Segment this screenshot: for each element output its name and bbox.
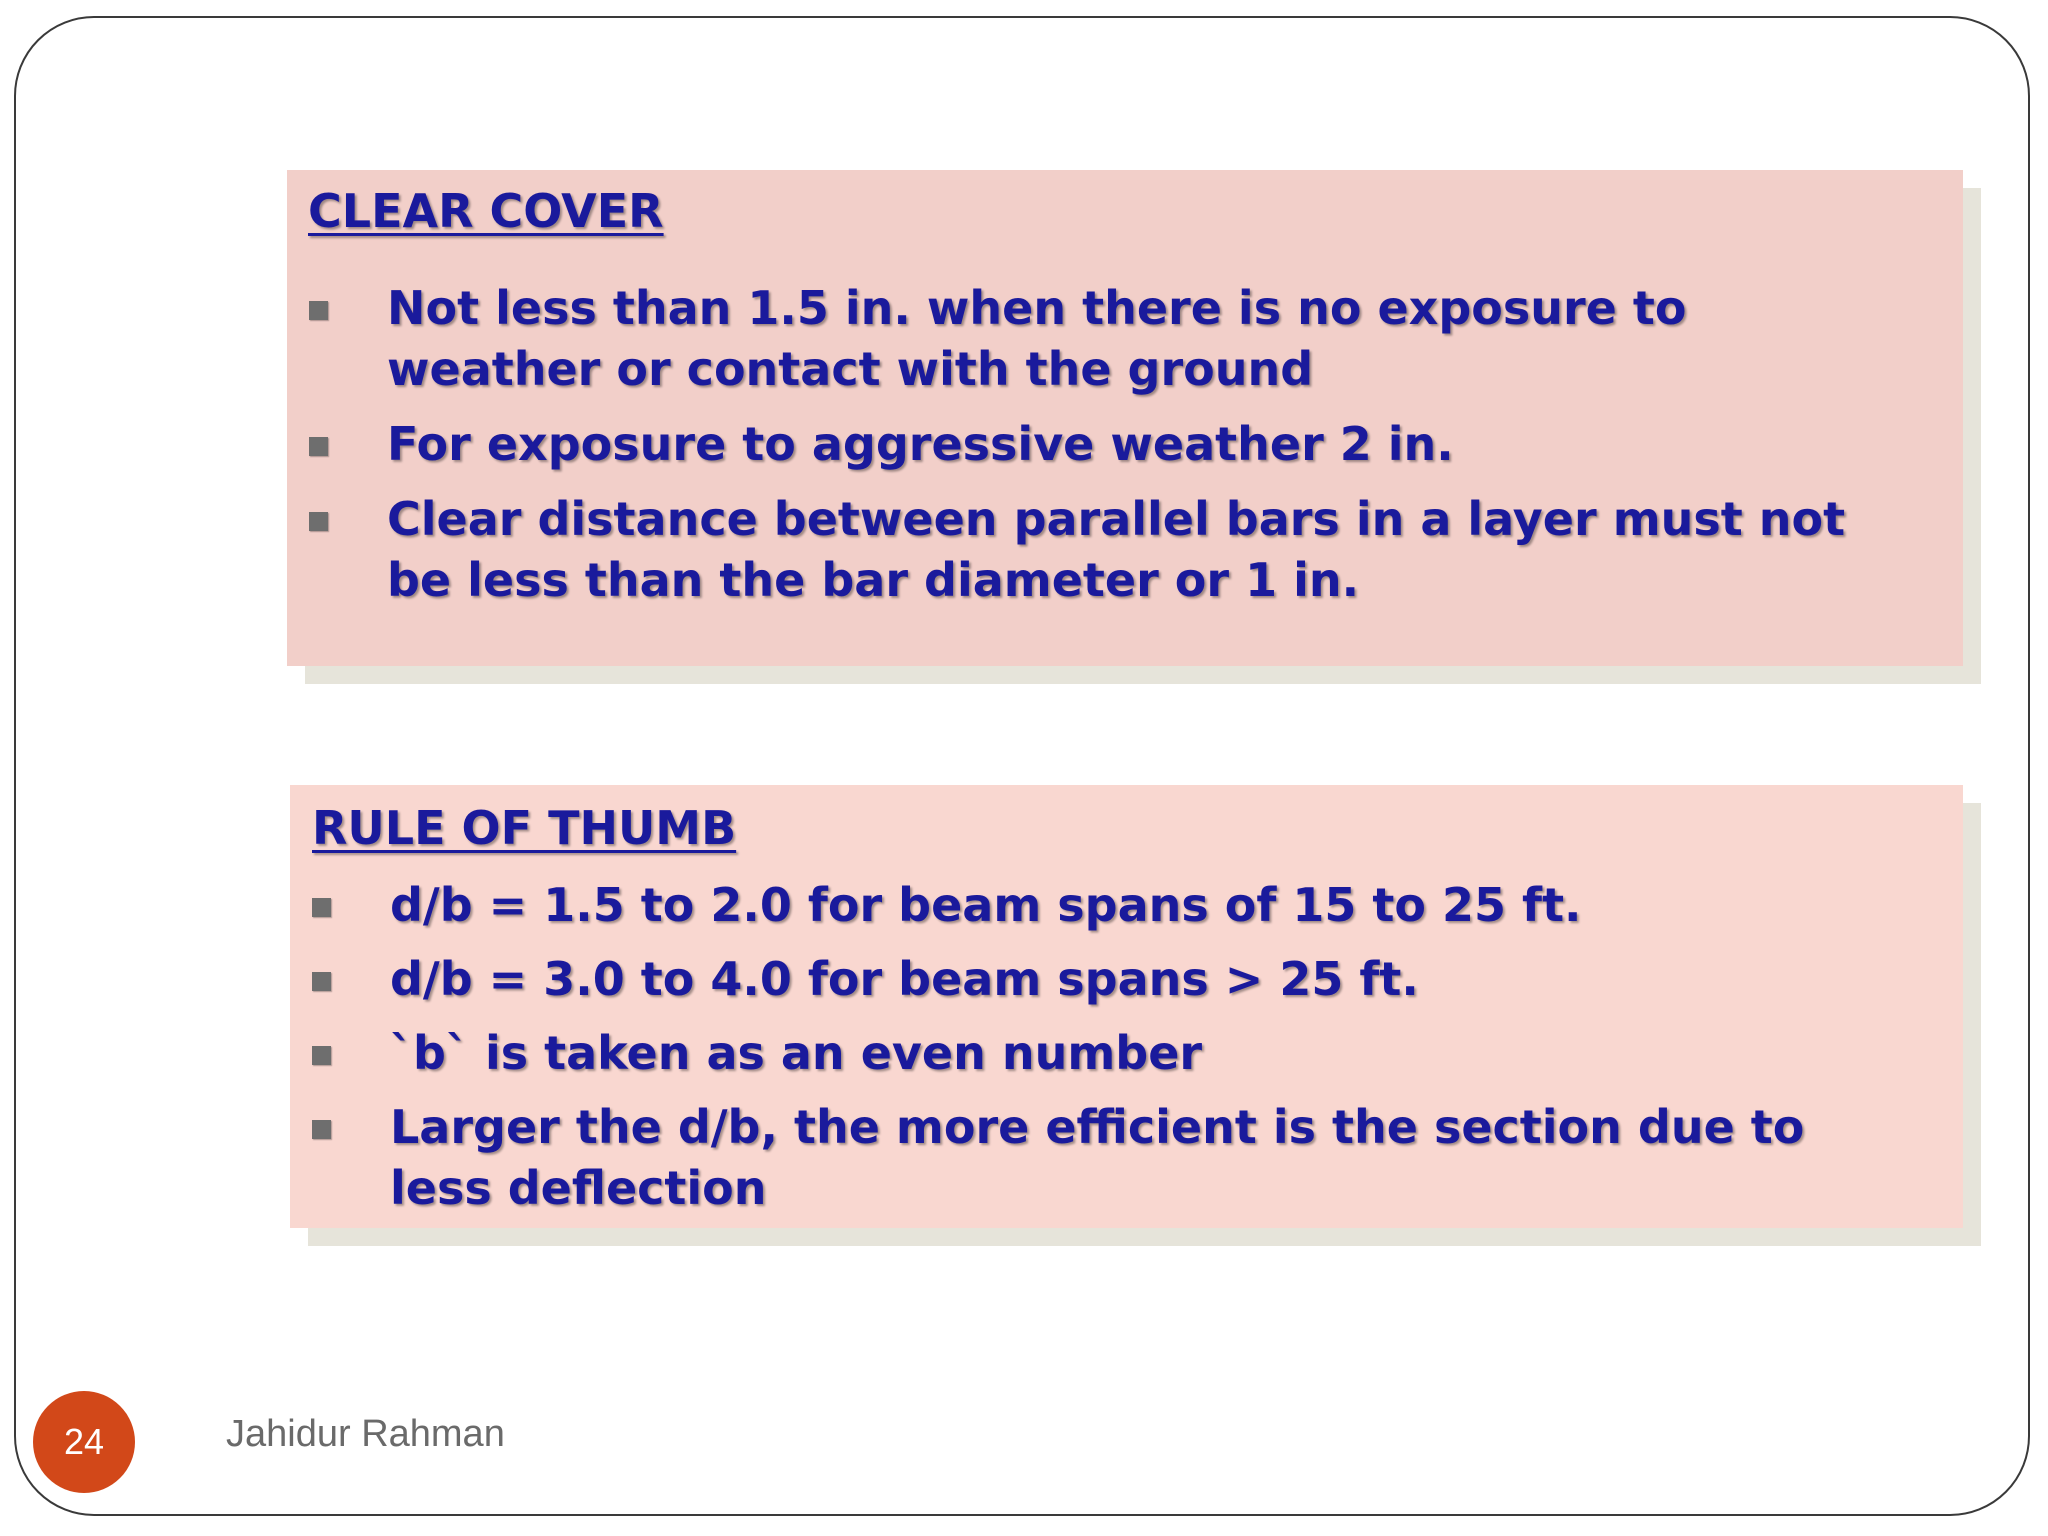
square-bullet-icon	[312, 1120, 331, 1139]
author-name: Jahidur Rahman	[226, 1413, 505, 1455]
square-bullet-icon	[312, 972, 331, 991]
list-item	[309, 414, 1909, 475]
list-item-text: For exposure to aggressive weather 2 in.	[387, 417, 1454, 471]
rule-of-thumb-box	[290, 785, 1963, 1228]
page-number-badge	[33, 1391, 135, 1493]
clear-cover-list	[309, 278, 1909, 625]
clear-cover-box	[287, 170, 1963, 666]
square-bullet-icon	[309, 301, 328, 320]
list-item	[312, 1023, 1912, 1084]
square-bullet-icon	[309, 437, 328, 456]
list-item-text: d/b = 1.5 to 2.0 for beam spans of 15 to 25 ft.	[390, 878, 1582, 932]
clear-cover-heading: CLEAR COVER	[308, 184, 664, 238]
page-number: 24	[63, 1421, 105, 1462]
list-item-text: `b` is taken as an even number	[390, 1026, 1203, 1080]
list-item	[312, 1097, 1912, 1219]
list-item-text: Larger the d/b, the more efficient is the section due to less deflection	[390, 1100, 1805, 1215]
list-item-text: d/b = 3.0 to 4.0 for beam spans > 25 ft.	[390, 952, 1419, 1006]
list-item-text: Not less than 1.5 in. when there is no exposure to weather or contact with the ground	[387, 281, 1687, 396]
list-item-text: Clear distance between parallel bars in a layer must not be less than the bar diameter or 1 in.	[387, 492, 1846, 607]
list-item	[309, 278, 1909, 400]
list-item	[309, 489, 1909, 611]
square-bullet-icon	[312, 898, 331, 917]
list-item	[312, 949, 1912, 1010]
rule-of-thumb-list	[312, 875, 1912, 1232]
list-item	[312, 875, 1912, 936]
square-bullet-icon	[312, 1046, 331, 1065]
rule-of-thumb-heading: RULE OF THUMB	[312, 801, 737, 855]
square-bullet-icon	[309, 512, 328, 531]
